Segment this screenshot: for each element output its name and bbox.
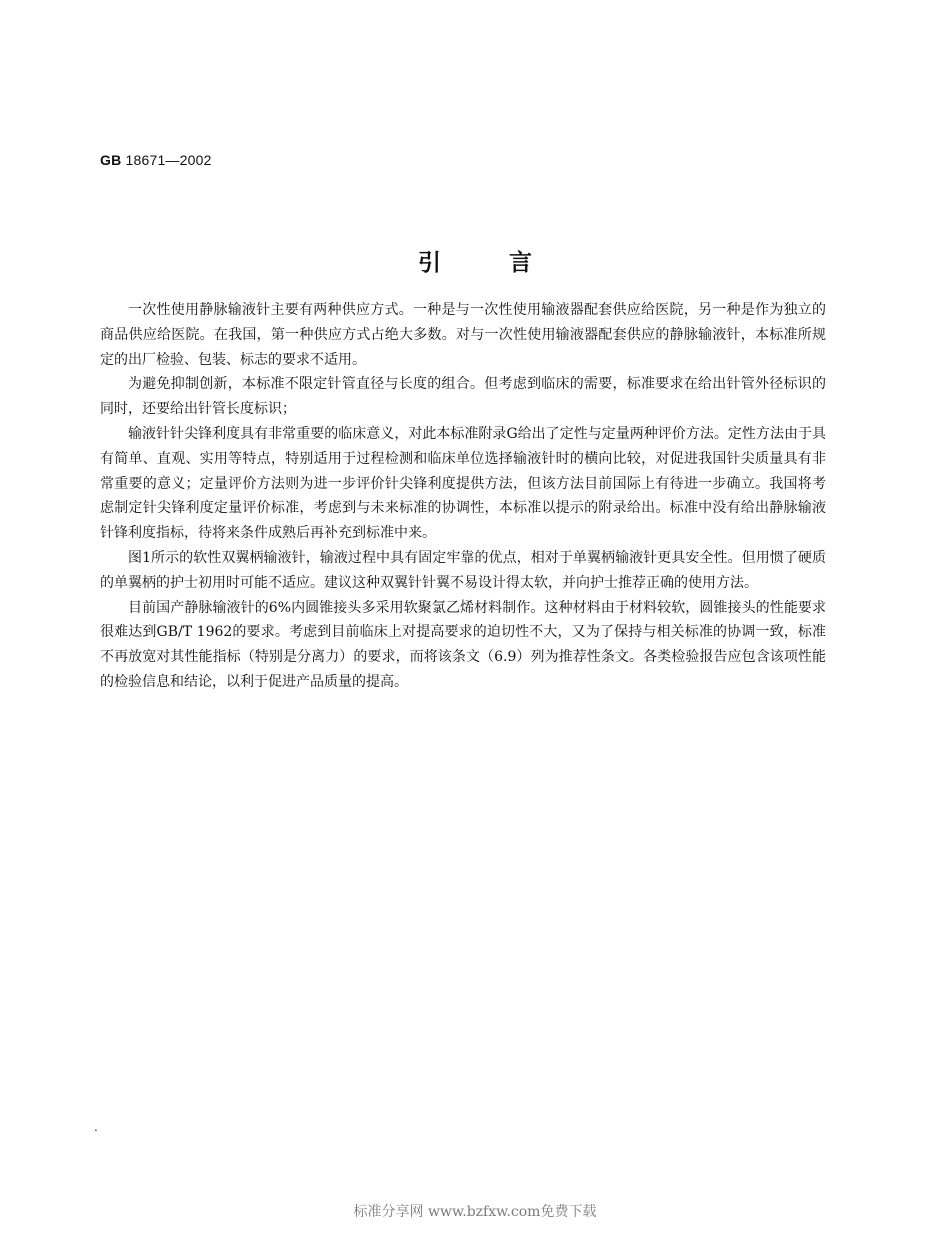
paragraph-double-wing: 图1所示的软性双翼柄输液针，输液过程中具有固定牢靠的优点，相对于单翼柄输液针更具安全性。但用惯了硬质的单翼柄的护士初用时可能不适应。建议这种双翼针针翼不易设计得太软，并向护士推荐正确的使用方法。 <box>100 549 826 591</box>
standard-number <box>100 152 212 168</box>
standard-prefix: GB <box>100 152 122 168</box>
standard-code: 18671—2002 <box>125 152 212 168</box>
introduction-body <box>100 298 826 695</box>
footer-watermark: 标准分享网 www.bzfxw.com免费下载 <box>353 1204 597 1220</box>
paragraph-supply-modes: 一次性使用静脉输液针主要有两种供应方式。一种是与一次性使用输液器配套供应给医院，另一种是作为独立的商品供应给医院。在我国，第一种供应方式占绝大多数。对与一次性使用输液器配套供应的静脉输液针，本标准所规定的出厂检验、包装、标志的要求不适用。 <box>100 302 826 368</box>
paragraph-needle-dimensions: 为避免抑制创新，本标准不限定针管直径与长度的组合。但考虑到临床的需要，标准要求在给出针管外径标识的同时，还要给出针管长度标识； <box>100 376 826 418</box>
paragraph-needle-sharpness: 输液针针尖锋利度具有非常重要的临床意义，对此本标准附录G给出了定性与定量两种评价方法。定性方法由于具有简单、直观、实用等特点，特别适用于过程检测和临床单位选择输液针时的横向比较，对促进我国针尖质量具有非常重要的意义；定量评价方法则为进一步评价针尖锋利度提供方法，但该方法目前国际上有待进一步确立。我国将考虑制定针尖锋利度定量评价标准，考虑到与未来标准的协调性，本标准以提示的附录给出。标准中没有给出静脉输液针锋利度指标，待将来条件成熟后再补充到标准中来。 <box>100 425 826 542</box>
section-title: 引言 <box>418 250 600 276</box>
page-mark: . <box>94 1120 98 1134</box>
paragraph-cone-connector: 目前国产静脉输液针的6%内圆锥接头多采用软聚氯乙烯材料制作。这种材料由于材料较软，圆锥接头的性能要求很难达到GB/T 1962的要求。考虑到目前临床上对提高要求的迫切性不大，又为了保持与相关标准的协调一致，标准不再放宽对其性能指标（特别是分离力）的要求，而将该条文（6.9）列为推荐性条文。各类检验报告应包含该项性能的检验信息和结论，以利于促进产品质量的提高。 <box>100 599 826 690</box>
